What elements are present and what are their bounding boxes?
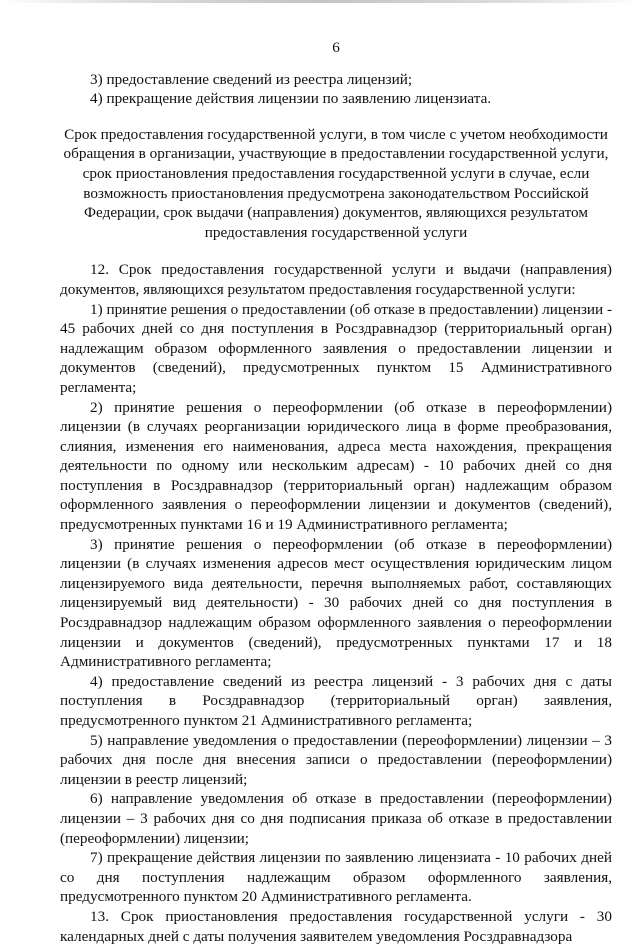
paragraph-12-item-2: 2) принятие решения о переоформлении (об отказе в переоформлении) лицензии (в случаях реорганизации юридического лица в форме преобразования, слияния, изменения его наименования, адреса места нахождения, прекращения деятельности по одному или нескольким адресам) - 10 рабочих дней со дня поступления в Росздравнадзор (территориальный орган) надлежащим образом оформленного заявления о переоформлении лицензии и документов (сведений), предусмотренных пунктами 16 и 19 Административного регламента; [60,398,612,534]
paragraph-12-item-3: 3) принятие решения о переоформлении (об отказе в переоформлении) лицензии (в случаях изменения адресов мест осуществления юридическим лицом лицензируемого вида деятельности, перечня выполняемых работ, составляющих лицензируемый вид деятельности) - 30 рабочих дней со дня поступления в Росздравнадзор надлежащим образом оформленного заявления о переоформлении лицензии и документов (сведений), предусмотренных пунктами 17 и 18 Административного регламента; [60,535,612,671]
paragraph-12-item-1: 1) принятие решения о предоставлении (об отказе в предоставлении) лицензии - 45 рабочих дней со дня поступления в Росздравнадзор (территориальный орган) надлежащим образом оформленного заявления о предоставлении лицензии и документов (сведений), предусмотренных пунктом 15 Административного регламента; [60,300,612,396]
document-page [60,38,612,946]
paragraph-13: 13. Срок приостановления предоставления государственной услуги - 30 календарных дней с даты получения заявителем уведомления Росздравнадзора [60,907,612,945]
section-heading: Срок предоставления государственной услуги, в том числе с учетом необходимости обращения в организации, участвующие в предоставлении государственной услуги, срок приостановления предоставления государственной услуги в случае, если возможность приостановления предусмотрена законодательством Российской Федерации, срок выдачи (направления) документов, являющихся результатом предоставления государственной услуги [63,125,609,241]
paragraph-12-item-4: 4) предоставление сведений из реестра лицензий - 3 рабочих дня с даты поступления в Росздравнадзор (территориальный орган) заявления, предусмотренного пунктом 21 Административного регламента; [60,672,612,729]
scan-edge-artifact [0,0,640,3]
intro-item-4: 4) прекращение действия лицензии по заявлению лицензиата. [90,90,492,108]
paragraph-12-item-6: 6) направление уведомления об отказе в предоставлении (переоформлении) лицензии – 3 рабочих дня со дня подписания приказа об отказе в предоставлении (переоформлении) лицензии; [60,790,612,847]
intro-item-3: 3) предоставление сведений из реестра лицензий; [90,70,413,88]
paragraph-12-item-5: 5) направление уведомления о предоставлении (переоформлении) лицензии – 3 рабочих дня после дня внесения записи о предоставлении (переоформлении) лицензии в реестр лицензий; [60,731,612,788]
paragraph-12-item-7: 7) прекращение действия лицензии по заявлению лицензиата - 10 рабочих дней со дня поступления надлежащим образом оформленного заявления, предусмотренного пунктом 20 Административного регламента. [60,849,612,906]
paragraph-12: 12. Срок предоставления государственной услуги и выдачи (направления) документов, являющихся результатом предоставления государственной услуги: [60,261,612,298]
page-number: 6 [332,39,340,56]
